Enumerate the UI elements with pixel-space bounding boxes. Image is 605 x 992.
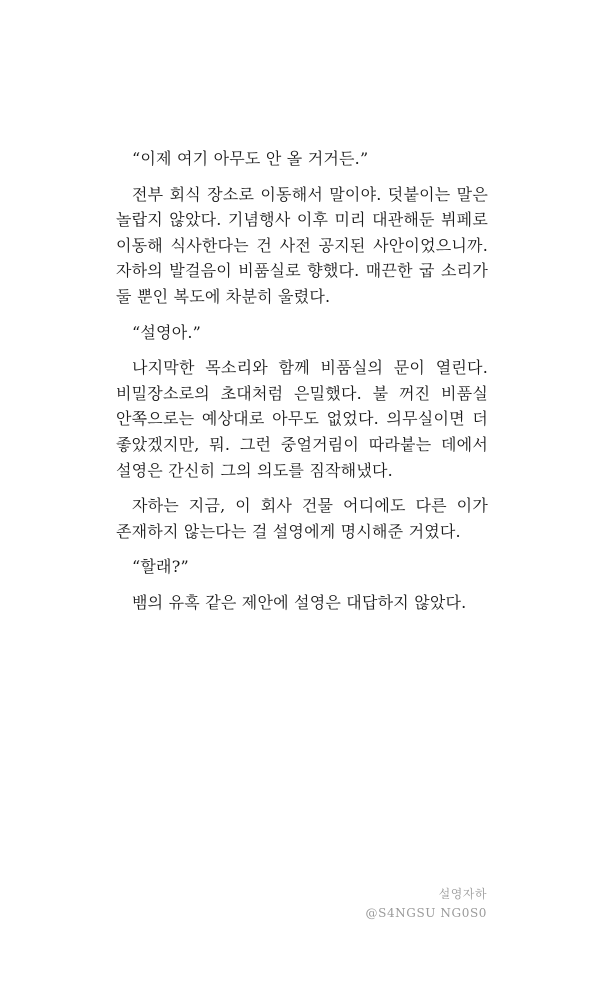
- dialogue-line: “할래?”: [132, 557, 189, 577]
- narration-paragraph: 전부 회식 장소로 이동해서 말이야. 덧붙이는 말은 놀랍지 않았다. 기념행사 이후 미리 대관해둔 뷔페로 이동해 식사한다는 건 사전 공지된 사안이었으니까. 자하의 발걸음이 비품실로 향했다. 매끈한 굽 소리가 둘 뿐인 복도에 차분히 울렸다.: [116, 184, 488, 306]
- dialogue-line: “설영아.”: [132, 322, 202, 342]
- narration-paragraph: 나지막한 목소리와 함께 비품실의 문이 열린다. 비밀장소로의 초대처럼 은밀했다. 불 꺼진 비품실 안쪽으로는 예상대로 아무도 없었다. 의무실이면 더 좋았겠지만, 뭐. 그런 중얼거림이 따라붙는 데에서 설영은 간신히 그의 의도를 짐작해냈다.: [116, 358, 488, 480]
- credit-handle: @S4NGSU NG0S0: [365, 906, 487, 920]
- story-text: [116, 146, 488, 626]
- narration-paragraph: 자하는 지금, 이 회사 건물 어디에도 다른 이가 존재하지 않는다는 걸 설영에게 명시해준 거였다.: [116, 496, 488, 541]
- dialogue-line: “이제 여기 아무도 안 올 거거든.”: [132, 149, 369, 168]
- credit-title: 설영자하: [438, 887, 487, 901]
- narration-paragraph: 뱀의 유혹 같은 제안에 설영은 대답하지 않았다.: [132, 592, 467, 612]
